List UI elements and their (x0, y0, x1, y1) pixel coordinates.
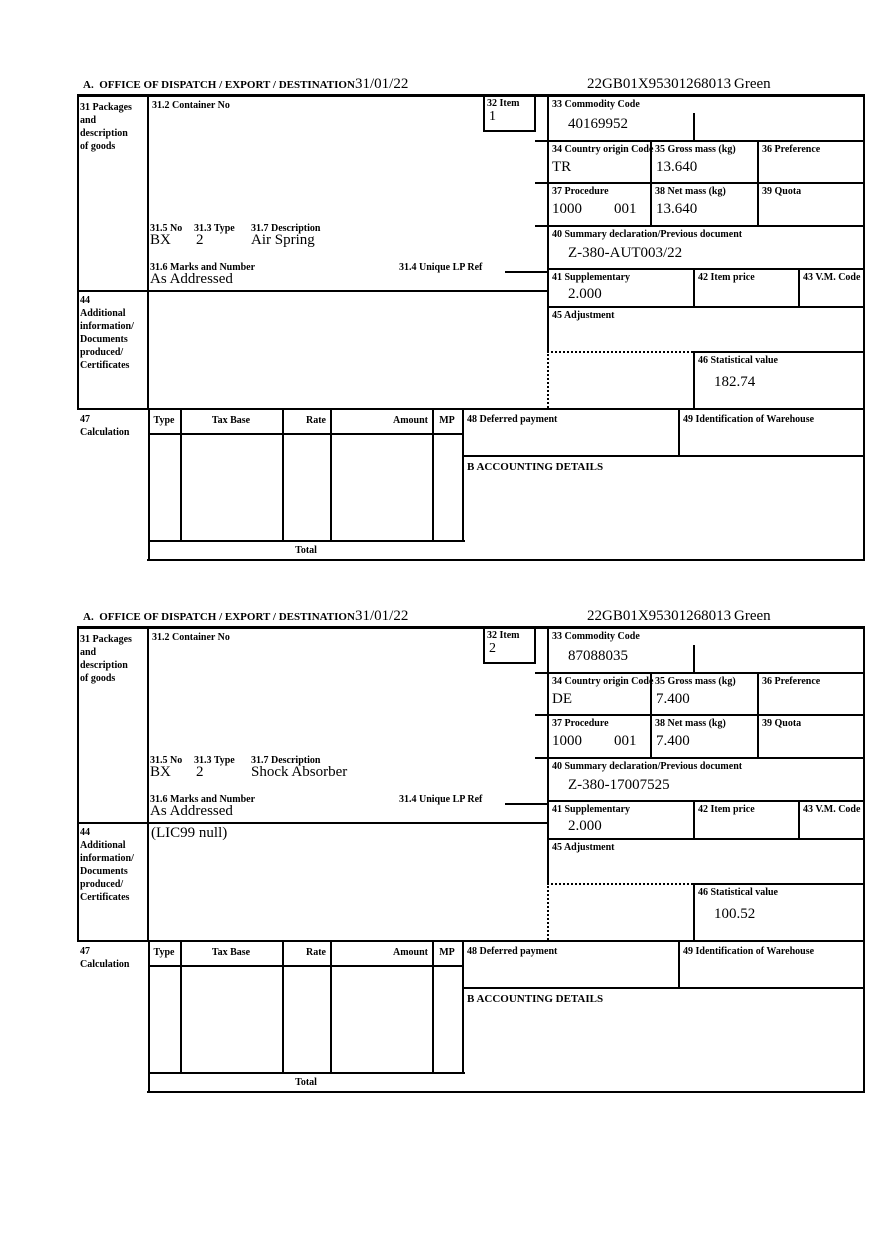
item-price-label: 42 Item price (698, 804, 755, 815)
calc-mp-column-border (462, 410, 464, 542)
box31-label-line1: 31 Packages (80, 634, 132, 645)
country-origin-value: TR (552, 159, 572, 175)
box44-label-line6: Certificates (80, 360, 130, 371)
box44-label-line4: Documents (80, 334, 128, 345)
box47-label-line1: 47 (80, 946, 90, 957)
procedure-value-2: 001 (614, 201, 637, 217)
box31-label-line1: 31 Packages (80, 102, 132, 113)
statistical-value-label: 46 Statistical value (698, 887, 778, 898)
marks-and-number-value: As Addressed (150, 271, 233, 287)
package-type-value: BX (150, 232, 171, 248)
commodity-code-label: 33 Commodity Code (552, 99, 640, 110)
package-no-label: 31.5 No (150, 223, 183, 234)
package-no-label: 31.5 No (150, 755, 183, 766)
row-tick (505, 803, 547, 805)
calc-amount-header: Amount (392, 947, 428, 958)
net-mass-value: 7.400 (656, 733, 690, 749)
additional-information-value: (LIC99 null) (151, 825, 228, 841)
box44-label-line3: information/ (80, 853, 134, 864)
supplementary-label: 41 Supplementary (552, 272, 631, 283)
box47-label-line2: Calculation (80, 427, 130, 438)
item-box-bottom-line (483, 130, 536, 132)
supplementary-label: 41 Supplementary (552, 804, 631, 815)
header-underline (77, 626, 865, 629)
country-origin-label: 34 Country origin Code (552, 676, 654, 687)
calc-type-column-border (180, 410, 182, 542)
preference-label: 36 Preference (762, 144, 821, 155)
office-of-dispatch-heading: A. OFFICE OF DISPATCH / EXPORT / DESTINATION (83, 79, 355, 91)
calc-rate-column-border (330, 942, 332, 1074)
left-outer-border (77, 94, 79, 410)
declaration-item-section (77, 607, 867, 1099)
box31-label-line4: of goods (80, 141, 116, 152)
gross-mass-label: 35 Gross mass (kg) (655, 676, 736, 687)
statistical-value: 182.74 (714, 374, 756, 390)
calc-table-left-border (148, 410, 150, 561)
item-box-right-border (534, 626, 536, 664)
calc-type-header: Type (153, 947, 175, 958)
section-bottom-line (147, 559, 865, 561)
box31-label-line3: description (80, 128, 128, 139)
box42-43-divider (798, 268, 800, 308)
goods-box-right-border (547, 626, 549, 885)
box41-row-bottom-line (547, 306, 865, 308)
route-status: Green (734, 608, 771, 624)
calc-type-column-border (180, 942, 182, 1074)
procedure-value-1: 1000 (552, 201, 582, 217)
box37-row-bottom-line (547, 757, 865, 759)
box44-bottom-line (77, 408, 865, 410)
quota-label: 39 Quota (762, 718, 802, 729)
calc-table-bottom-line (148, 1072, 465, 1074)
vm-code-label: 43 V.M. Code (803, 272, 861, 283)
dotted-horizontal-line (547, 351, 693, 353)
item-box-bottom-line (483, 662, 536, 664)
calc-mp-header: MP (439, 415, 455, 426)
description-label: 31.7 Description (251, 223, 321, 234)
calc-taxbase-column-border (282, 942, 284, 1074)
box41-42-divider (693, 800, 695, 840)
box46-left-border (693, 883, 695, 942)
package-count-value: 2 (196, 232, 204, 248)
marks-and-number-label: 31.6 Marks and Number (150, 794, 256, 805)
net-mass-label: 38 Net mass (kg) (655, 718, 726, 729)
box34-row-bottom-line (547, 182, 865, 184)
box48-49-bottom-line (462, 987, 865, 989)
acceptance-date: 31/01/22 (355, 608, 409, 624)
summary-declaration-label: 40 Summary declaration/Previous document (552, 229, 743, 240)
label-column-right-border (147, 94, 149, 410)
dotted-vertical-line (547, 883, 549, 940)
label-column-right-border (147, 626, 149, 942)
calc-mp-column-border (462, 942, 464, 1074)
movement-reference-number: 22GB01X95301268013 (587, 608, 732, 624)
goods-box-right-border (547, 94, 549, 353)
box44-label-line5: produced/ (80, 347, 124, 358)
commodity-code-divider (693, 113, 695, 142)
warehouse-id-label: 49 Identification of Warehouse (683, 414, 815, 425)
calc-header-bottom-line (148, 433, 464, 435)
movement-reference-number: 22GB01X95301268013 (587, 76, 732, 92)
accounting-details-heading: B ACCOUNTING DETAILS (467, 993, 604, 1005)
adjustment-label: 45 Adjustment (552, 310, 615, 321)
box44-label-line5: produced/ (80, 879, 124, 890)
box40-bottom-line (547, 800, 865, 802)
box44-label-line1: 44 (80, 827, 90, 838)
supplementary-value: 2.000 (568, 286, 602, 302)
procedure-value-1: 1000 (552, 733, 582, 749)
box46-top-line (693, 351, 865, 353)
quota-label: 39 Quota (762, 186, 802, 197)
box44-label-line6: Certificates (80, 892, 130, 903)
row-tick (535, 182, 547, 184)
box47-label-line1: 47 (80, 414, 90, 425)
accounting-details-heading: B ACCOUNTING DETAILS (467, 461, 604, 473)
commodity-code-divider (693, 645, 695, 674)
calc-type-header: Type (153, 415, 175, 426)
statistical-value-label: 46 Statistical value (698, 355, 778, 366)
left-outer-border (77, 626, 79, 942)
calc-header-bottom-line (148, 965, 464, 967)
item-number-label: 32 Item (487, 98, 520, 109)
summary-declaration-label: 40 Summary declaration/Previous document (552, 761, 743, 772)
item-number-value: 1 (489, 109, 496, 124)
box31-label-line4: of goods (80, 673, 116, 684)
goods-description-value: Shock Absorber (251, 764, 348, 780)
warehouse-id-label: 49 Identification of Warehouse (683, 946, 815, 957)
unique-lp-ref-label: 31.4 Unique LP Ref (399, 262, 483, 273)
commodity-code-value: 87088035 (568, 648, 628, 664)
right-outer-border (863, 94, 865, 561)
calc-tax-base-header: Tax Base (211, 415, 251, 426)
preference-label: 36 Preference (762, 676, 821, 687)
net-mass-value: 13.640 (656, 201, 698, 217)
package-type-label: 31.3 Type (194, 755, 235, 766)
box35-36-divider (757, 140, 759, 227)
box37-row-bottom-line (547, 225, 865, 227)
vm-code-label: 43 V.M. Code (803, 804, 861, 815)
container-no-label: 31.2 Container No (152, 100, 230, 111)
box42-43-divider (798, 800, 800, 840)
declaration-item-section (77, 75, 867, 567)
row-tick (535, 140, 547, 142)
deferred-payment-label: 48 Deferred payment (467, 414, 558, 425)
box31-label-line2: and (80, 647, 97, 658)
box44-label-line4: Documents (80, 866, 128, 877)
item-box-left-border (483, 626, 485, 664)
gross-mass-value: 13.640 (656, 159, 698, 175)
row-tick (505, 271, 547, 273)
previous-document-value: Z-380-17007525 (568, 777, 670, 793)
dotted-vertical-line (547, 351, 549, 408)
section-bottom-line (147, 1091, 865, 1093)
statistical-value: 100.52 (714, 906, 756, 922)
calc-table-bottom-line (148, 540, 465, 542)
country-origin-label: 34 Country origin Code (552, 144, 654, 155)
box44-label-line1: 44 (80, 295, 90, 306)
dotted-horizontal-line (547, 883, 693, 885)
calc-amount-column-border (432, 942, 434, 1074)
procedure-label: 37 Procedure (552, 718, 609, 729)
route-status: Green (734, 76, 771, 92)
calc-mp-header: MP (439, 947, 455, 958)
box46-left-border (693, 351, 695, 410)
item-box-left-border (483, 94, 485, 132)
calc-rate-header: Rate (306, 415, 326, 426)
procedure-label: 37 Procedure (552, 186, 609, 197)
calc-tax-base-header: Tax Base (211, 947, 251, 958)
row-tick (535, 757, 547, 759)
supplementary-value: 2.000 (568, 818, 602, 834)
box44-label-line3: information/ (80, 321, 134, 332)
total-label: Total (295, 1077, 317, 1088)
package-type-value: BX (150, 764, 171, 780)
item-price-label: 42 Item price (698, 272, 755, 283)
box33-bottom-line (547, 672, 865, 674)
item-box-right-border (534, 94, 536, 132)
box48-49-divider (678, 942, 680, 989)
box44-label-line2: Additional (80, 308, 126, 319)
box46-top-line (693, 883, 865, 885)
calc-amount-header: Amount (392, 415, 428, 426)
item-number-value: 2 (489, 641, 496, 656)
marks-and-number-value: As Addressed (150, 803, 233, 819)
country-origin-value: DE (552, 691, 572, 707)
goods-description-value: Air Spring (251, 232, 315, 248)
box35-36-divider (757, 672, 759, 759)
row-tick (535, 714, 547, 716)
gross-mass-value: 7.400 (656, 691, 690, 707)
commodity-code-label: 33 Commodity Code (552, 631, 640, 642)
box33-bottom-line (547, 140, 865, 142)
deferred-payment-label: 48 Deferred payment (467, 946, 558, 957)
adjustment-label: 45 Adjustment (552, 842, 615, 853)
box48-49-divider (678, 410, 680, 457)
calc-table-left-border (148, 942, 150, 1093)
commodity-code-value: 40169952 (568, 116, 628, 132)
box41-42-divider (693, 268, 695, 308)
box31-label-line2: and (80, 115, 97, 126)
calc-rate-column-border (330, 410, 332, 542)
previous-document-value: Z-380-AUT003/22 (568, 245, 683, 261)
package-type-label: 31.3 Type (194, 223, 235, 234)
row-tick (535, 225, 547, 227)
box40-bottom-line (547, 268, 865, 270)
calc-amount-column-border (432, 410, 434, 542)
unique-lp-ref-label: 31.4 Unique LP Ref (399, 794, 483, 805)
container-no-label: 31.2 Container No (152, 632, 230, 643)
total-label: Total (295, 545, 317, 556)
package-count-value: 2 (196, 764, 204, 780)
row-tick (535, 672, 547, 674)
box47-label-line2: Calculation (80, 959, 130, 970)
box44-label-line2: Additional (80, 840, 126, 851)
procedure-value-2: 001 (614, 733, 637, 749)
box34-row-bottom-line (547, 714, 865, 716)
item-number-label: 32 Item (487, 630, 520, 641)
calc-taxbase-column-border (282, 410, 284, 542)
right-outer-border (863, 626, 865, 1093)
box44-bottom-line (77, 940, 865, 942)
gross-mass-label: 35 Gross mass (kg) (655, 144, 736, 155)
description-label: 31.7 Description (251, 755, 321, 766)
box41-row-bottom-line (547, 838, 865, 840)
net-mass-label: 38 Net mass (kg) (655, 186, 726, 197)
box48-49-bottom-line (462, 455, 865, 457)
header-underline (77, 94, 865, 97)
marks-and-number-label: 31.6 Marks and Number (150, 262, 256, 273)
box31-label-line3: description (80, 660, 128, 671)
calc-rate-header: Rate (306, 947, 326, 958)
office-of-dispatch-heading: A. OFFICE OF DISPATCH / EXPORT / DESTINATION (83, 611, 355, 623)
acceptance-date: 31/01/22 (355, 76, 409, 92)
